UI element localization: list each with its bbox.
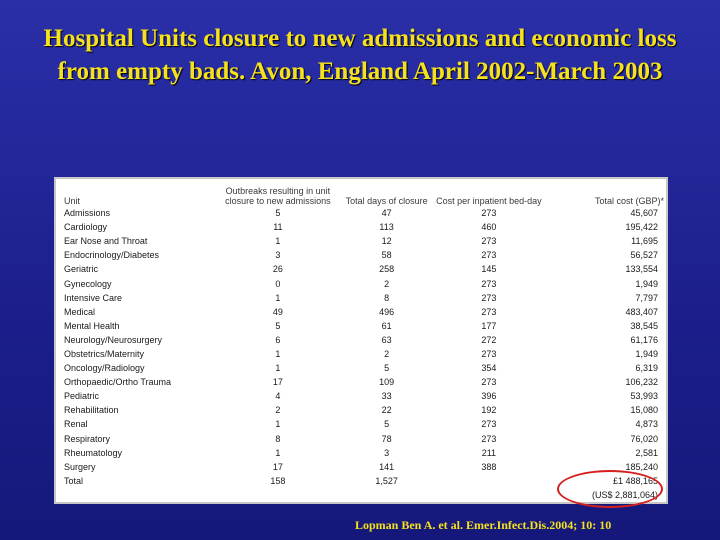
cell-unit: Admissions: [64, 208, 111, 219]
cell-unit: Geriatric: [64, 264, 99, 275]
cell-total-cost: 483,407: [625, 306, 658, 317]
table-row: [64, 220, 664, 234]
cell-outbreaks: 11: [273, 222, 283, 233]
total-label: Total: [64, 475, 84, 486]
empty-cell: [211, 488, 344, 502]
cell-outbreaks: 1: [275, 363, 281, 374]
table-row: [64, 446, 664, 460]
cell-days: 63: [381, 334, 392, 345]
empty-cell: [345, 488, 429, 502]
cell-total-cost: 1,949: [635, 348, 658, 359]
table-row: [64, 291, 664, 305]
cell-days: 5: [384, 363, 390, 374]
cell-unit: Intensive Care: [64, 292, 123, 303]
cell-unit: Neurology/Neurosurgery: [64, 334, 163, 345]
cell-outbreaks: 26: [272, 264, 283, 275]
cell-days: 2: [384, 348, 390, 359]
cell-cost-per-day: 273: [481, 377, 497, 388]
total-days: 1,527: [375, 475, 398, 486]
header-unit: Unit: [64, 196, 81, 206]
cell-cost-per-day: 460: [481, 222, 497, 233]
cell-total-cost: 4,873: [635, 419, 658, 430]
total-outbreaks: 158: [270, 475, 286, 486]
cell-unit: Pediatric: [64, 391, 100, 402]
table-row: [64, 305, 664, 319]
cell-outbreaks: 17: [272, 461, 283, 472]
cell-unit: Renal: [64, 419, 88, 430]
cell-days: 78: [381, 433, 392, 444]
header-total-cost: Total cost (GBP)*: [594, 196, 664, 206]
cell-unit: Oncology/Radiology: [64, 363, 145, 374]
cell-days: 47: [381, 208, 392, 219]
cell-total-cost: 53,993: [630, 391, 658, 402]
citation: Lopman Ben A. et al. Emer.Infect.Dis.2004; 10: 10: [355, 518, 612, 532]
table-row: [64, 206, 664, 220]
table-row: [64, 276, 664, 290]
table-row: [64, 262, 664, 276]
cost-table-panel: [54, 177, 668, 504]
cell-unit: Respiratory: [64, 433, 111, 444]
cell-total-cost: 1,949: [635, 278, 658, 289]
table-row: [64, 403, 664, 417]
cell-total-cost: 61,176: [630, 334, 658, 345]
table-row: [64, 375, 664, 389]
cell-total-cost: 6,319: [635, 363, 658, 374]
cell-outbreaks: 6: [275, 334, 281, 345]
cell-outbreaks: 5: [275, 320, 281, 331]
cell-outbreaks: 5: [275, 208, 281, 219]
cell-total-cost: 195,422: [625, 222, 658, 233]
cell-cost-per-day: 273: [481, 348, 497, 359]
cell-total-cost: 133,554: [625, 264, 658, 275]
cell-outbreaks: 1: [275, 419, 281, 430]
table-row: [64, 389, 664, 403]
cell-days: 3: [384, 447, 390, 458]
cell-days: 109: [379, 377, 395, 388]
cell-total-cost: 76,020: [630, 433, 658, 444]
cell-cost-per-day: 273: [481, 250, 497, 261]
cell-days: 8: [384, 292, 390, 303]
cell-outbreaks: 3: [275, 250, 281, 261]
cell-cost-per-day: 192: [481, 405, 497, 416]
cell-unit: Mental Health: [64, 320, 120, 331]
cell-total-cost: 106,232: [625, 377, 658, 388]
cost-table: [64, 182, 664, 502]
cell-outbreaks: 1: [275, 447, 281, 458]
table-row: [64, 417, 664, 431]
total-cost-usd: (US$ 2,881,064): [591, 489, 658, 500]
cell-total-cost: 185,240: [625, 461, 658, 472]
cell-days: 141: [379, 461, 395, 472]
cell-outbreaks: 1: [275, 348, 281, 359]
table-header-row: [64, 182, 664, 206]
cell-cost-per-day: 273: [481, 208, 497, 219]
cell-cost-per-day: 145: [481, 264, 497, 275]
cell-outbreaks: 49: [272, 306, 283, 317]
cell-unit: Cardiology: [64, 222, 108, 233]
header-cost-per-day: Cost per inpatient bed-day: [436, 196, 542, 206]
cell-cost-per-day: 273: [481, 419, 497, 430]
cell-days: 12: [381, 236, 392, 247]
cell-days: 58: [381, 250, 392, 261]
cell-unit: Ear Nose and Throat: [64, 236, 148, 247]
cell-days: 113: [379, 222, 394, 233]
cell-total-cost: 56,527: [630, 250, 658, 261]
cell-cost-per-day: 273: [481, 433, 497, 444]
cell-total-cost: 11,695: [631, 236, 658, 247]
cell-cost-per-day: 273: [481, 278, 497, 289]
total-cost-gbp: £1 488,165: [612, 475, 658, 486]
cell-days: 33: [381, 391, 392, 402]
empty-cell: [64, 488, 211, 502]
cell-total-cost: 38,545: [630, 320, 658, 331]
cell-days: 5: [384, 419, 390, 430]
slide-title: Hospital Units closure to new admissions and economic loss from empty bads. Avon, England April 2002-March 2003: [43, 25, 677, 85]
cell-total-cost: 7,797: [635, 292, 658, 303]
cell-cost-per-day: 273: [481, 292, 497, 303]
cell-outbreaks: 17: [272, 377, 283, 388]
cell-total-cost: 15,080: [630, 405, 658, 416]
cell-outbreaks: 0: [275, 278, 281, 289]
table-row: [64, 319, 664, 333]
cell-days: 258: [379, 264, 395, 275]
cell-unit: Obstetrics/Maternity: [64, 348, 145, 359]
cell-unit: Rheumatology: [64, 447, 123, 458]
cell-unit: Endocrinology/Diabetes: [64, 250, 160, 261]
cell-unit: Medical: [64, 306, 96, 317]
cell-cost-per-day: 272: [481, 334, 497, 345]
cell-cost-per-day: 388: [481, 461, 497, 472]
cell-days: 496: [379, 306, 395, 317]
table-row: [64, 333, 664, 347]
cell-cost-per-day: 273: [481, 306, 497, 317]
header-outbreaks: Outbreaks resulting in unit closure to new admissions: [225, 186, 331, 206]
empty-cell: [429, 488, 549, 502]
cell-unit: Surgery: [64, 461, 96, 472]
cell-unit: Rehabilitation: [64, 405, 119, 416]
table-row: [64, 248, 664, 262]
table-row: [64, 361, 664, 375]
cell-cost-per-day: 177: [481, 320, 497, 331]
cell-outbreaks: 1: [275, 292, 281, 303]
cell-days: 2: [384, 278, 390, 289]
cell-cost-per-day: 273: [481, 236, 497, 247]
cell-outbreaks: 8: [275, 433, 281, 444]
cell-days: 22: [381, 405, 392, 416]
cell-total-cost: 45,607: [630, 208, 658, 219]
cell-cost-per-day: 354: [481, 363, 497, 374]
cell-total-cost: 2,581: [635, 447, 658, 458]
cell-outbreaks: 2: [275, 405, 281, 416]
table-row: [64, 432, 664, 446]
cell-days: 61: [381, 320, 392, 331]
total-cost-per-day-empty: [429, 474, 549, 488]
cell-cost-per-day: 396: [481, 391, 497, 402]
cell-outbreaks: 4: [275, 391, 281, 402]
total-cost-highlight-circle: [557, 470, 663, 508]
cell-unit: Gynecology: [64, 278, 112, 289]
table-row: [64, 460, 664, 474]
header-total-days: Total days of closure: [345, 196, 428, 206]
table-row: [64, 234, 664, 248]
cell-unit: Orthopaedic/Ortho Trauma: [64, 377, 172, 388]
cell-cost-per-day: 211: [481, 447, 497, 458]
cell-outbreaks: 1: [275, 236, 281, 247]
table-row: [64, 347, 664, 361]
